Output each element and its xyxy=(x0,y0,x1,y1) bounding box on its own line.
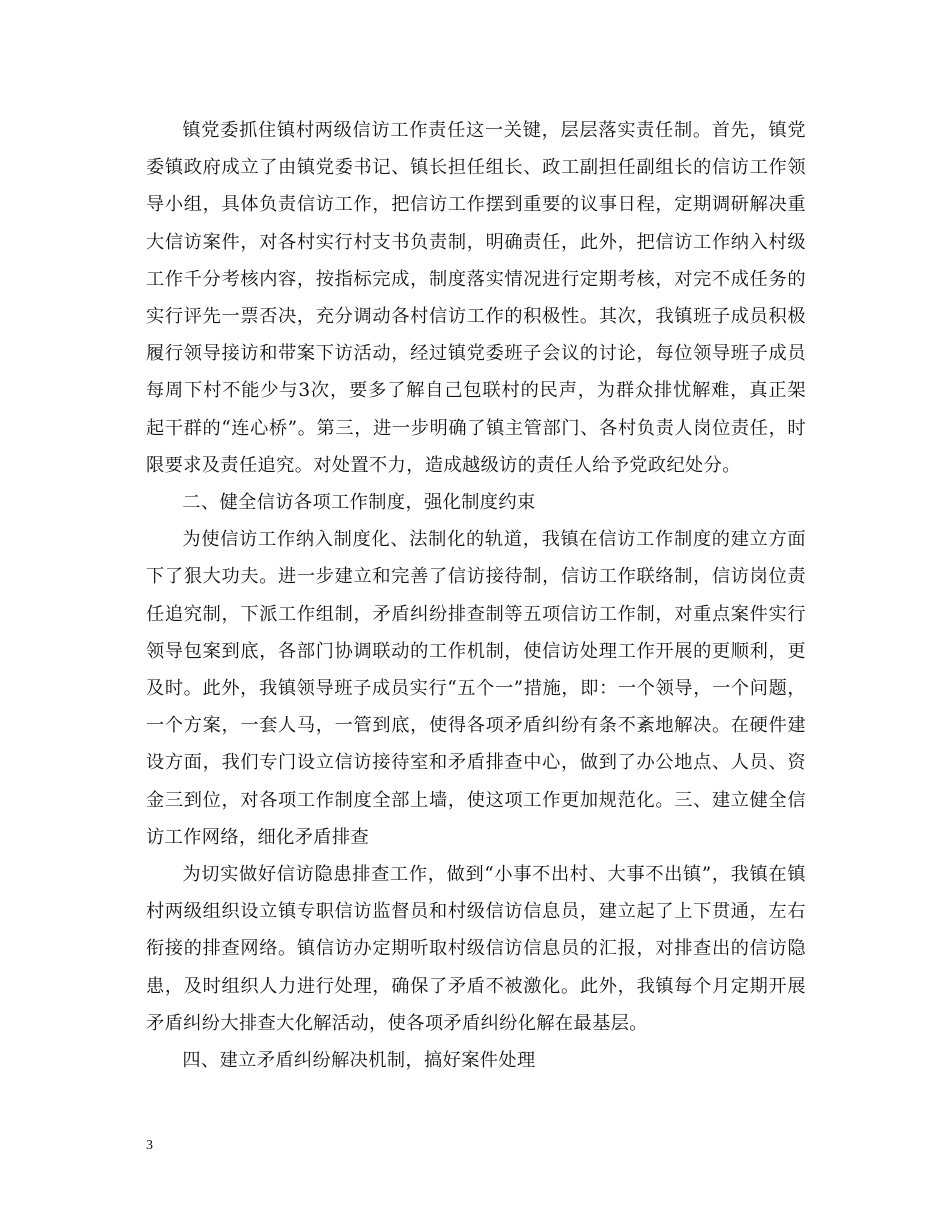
paragraph-systems: 为使信访工作纳入制度化、法制化的轨道，我镇在信访工作制度的建立方面下了狠大功夫。进一步建立和完善了信访接待制，信访工作联络制，信访岗位责任追究制，下派工作组制，矛盾纠纷排查制等五项信访工作制，对重点案件实行领导包案到底，各部门协调联动的工作机制，使信访处理工作开展的更顺利，更及时。此外，我镇领导班子成员实行“五个一”措施，即：一个领导，一个问题，一个方案，一套人马，一管到底，使得各项矛盾纠纷有条不紊地解决。在硬件建设方面，我们专门设立信访接待室和矛盾排查中心，做到了办公地点、人员、资金三到位，对各项工作制度全部上墙，使这项工作更加规范化。三、建立健全信访工作网络，细化矛盾排查 xyxy=(146,529,806,848)
paragraph-network: 为切实做好信访隐患排查工作，做到“小事不出村、大事不出镇”，我镇在镇村两级组织设立镇专职信访监督员和村级信访信息员，建立起了上下贯通，左右衔接的排查网络。镇信访办定期听取村级信访信息员的汇报，对排查出的信访隐患，及时组织人力进行处理，确保了矛盾不被激化。此外，我镇每个月定期开展矛盾纠纷大排查大化解活动，使各项矛盾纠纷化解在最基层。 xyxy=(146,864,806,1034)
section-heading-2: 二、健全信访各项工作制度，强化制度约束 xyxy=(182,492,536,514)
document-page xyxy=(146,112,806,1079)
section-heading-4: 四、建立矛盾纠纷解决机制，搞好案件处理 xyxy=(182,1050,536,1072)
page-number: 3 xyxy=(146,1138,153,1153)
paragraph-responsibility: 镇党委抓住镇村两级信访工作责任这一关键，层层落实责任制。首先，镇党委镇政府成立了由镇党委书记、镇长担任组长、政工副担任副组长的信访工作领导小组，具体负责信访工作，把信访工作摆到重要的议事日程，定期调研解决重大信访案件，对各村实行村支书负责制，明确责任，此外，把信访工作纳入村级工作千分考核内容，按指标完成，制度落实情况进行定期考核，对完不成任务的实行评先一票否决，充分调动各村信访工作的积极性。其次，我镇班子成员积极履行领导接访和带案下访活动，经过镇党委班子会议的讨论，每位领导班子成员每周下村不能少与3次，要多了解自己包联村的民声，为群众排忧解难，真正架起干群的“连心桥”。第三，进一步明确了镇主管部门、各村负责人岗位责任，时限要求及责任追究。对处置不力，造成越级访的责任人给予党政纪处分。 xyxy=(146,120,806,476)
